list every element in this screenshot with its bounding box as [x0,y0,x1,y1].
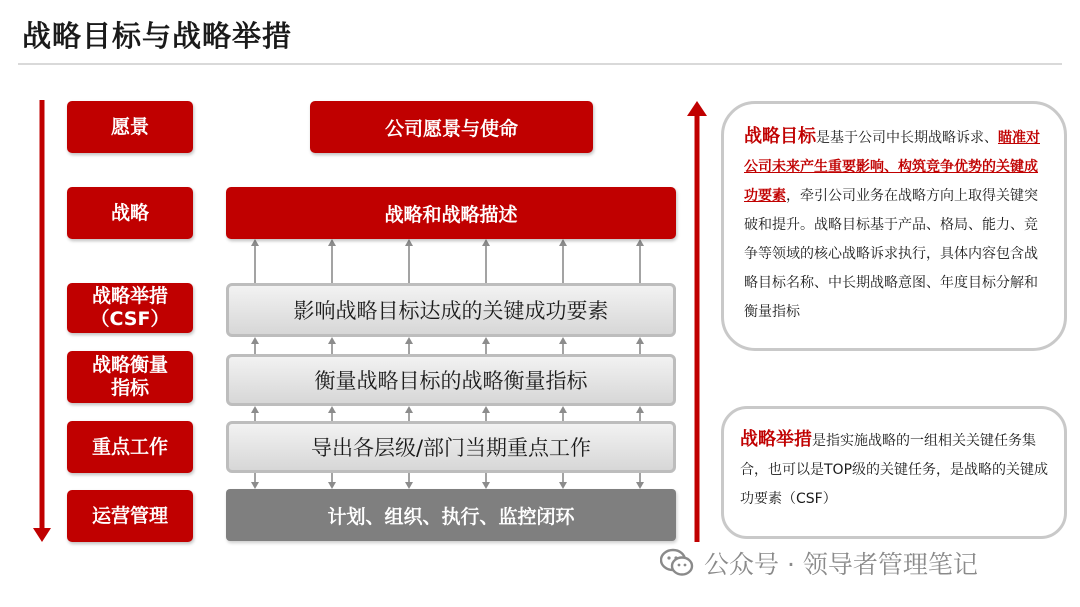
strategic-measure-term: 战略举措 [740,429,812,450]
label-vision-text: 愿景 [110,115,149,138]
connector-up-low-3-head [482,406,490,413]
label-strategy-text: 战略 [110,201,149,224]
connector-up-low-1-head [328,406,336,413]
strategic-goal-term: 战略目标 [744,126,816,147]
connector-up-0-head [251,239,259,246]
left-down-arrow-head [33,528,51,542]
page-title: 战略目标与战略举措 [22,19,293,53]
label-operations-text: 运营管理 [91,504,168,527]
label-csf-line2: （CSF） [90,308,170,330]
connector-down-2-head [405,482,413,489]
connector-down-4-head [559,482,567,489]
connector-up-low-0-head [251,406,259,413]
connector-up-low-4-head [559,406,567,413]
strategic-measure-callout [721,406,1067,539]
connector-down-1-head [328,482,336,489]
connector-up-mid-3-head [482,337,490,344]
csf-box-text: 影响战略目标达成的关键成功要素 [293,299,609,323]
label-metrics-line1: 战略衡量 [91,354,168,376]
strategic-goal-text2: ，牵引公司业务在战略方向上取得关键突破和提升。战略目标基于产品、格局、能力、竞争等领域的核心战略诉求执行，具体内容包含战略目标名称、中长期战略意图、年度目标分解和衡量指标 [744,188,1038,320]
strategic-goal-text1: 是基于公司中长期战略诉求、 [816,130,998,146]
connector-down-5-head [636,482,644,489]
label-metrics-line2: 指标 [110,377,149,399]
key-work-box [226,421,676,473]
strategy-box-text: 战略和战略描述 [384,203,518,226]
watermark-text: 公众号 · 领导者管理笔记 [704,550,978,579]
label-metrics [67,351,193,403]
vision-box-text: 公司愿景与使命 [384,117,518,140]
connector-down-3-head [482,482,490,489]
label-key-work-text: 重点工作 [91,435,168,458]
csf-box [226,283,676,337]
label-strategy [67,187,193,239]
metrics-box-text: 衡量战略目标的战略衡量指标 [314,369,588,393]
connector-up-1-head [328,239,336,246]
connector-down-0-head [251,482,259,489]
wechat-icon [660,548,694,578]
label-vision [67,101,193,153]
strategic-goal-emphasis: 瞄准对公司未来产生重要影响、构筑竞争优势的关键成功要素 [744,130,1040,204]
connector-up-mid-0-head [251,337,259,344]
connector-up-2-head [405,239,413,246]
connector-up-4-head [559,239,567,246]
watermark [660,545,978,581]
strategy-box [226,187,676,239]
strategic-goal-callout [721,101,1067,351]
connector-up-5-head [636,239,644,246]
label-csf-line1: 战略举措 [91,285,168,307]
connector-up-low-5-head [636,406,644,413]
connector-up-mid-2-head [405,337,413,344]
connector-up-mid-5-head [636,337,644,344]
right-up-arrow-head [687,101,707,116]
operations-box [226,489,676,541]
key-work-box-text: 导出各层级/部门当期重点工作 [310,436,592,460]
metrics-box [226,354,676,406]
connector-up-mid-1-head [328,337,336,344]
connector-up-3-head [482,239,490,246]
connector-up-mid-4-head [559,337,567,344]
vision-box [310,101,593,153]
connector-up-low-2-head [405,406,413,413]
label-key-work [67,421,193,473]
label-csf [67,283,193,333]
label-operations [67,490,193,542]
operations-box-text: 计划、组织、执行、监控闭环 [327,505,575,528]
strategic-measure-text: 是指实施战略的一组相关关键任务集合，也可以是TOP级的关键任务，是战略的关键成功要素（CSF） [740,433,1049,507]
